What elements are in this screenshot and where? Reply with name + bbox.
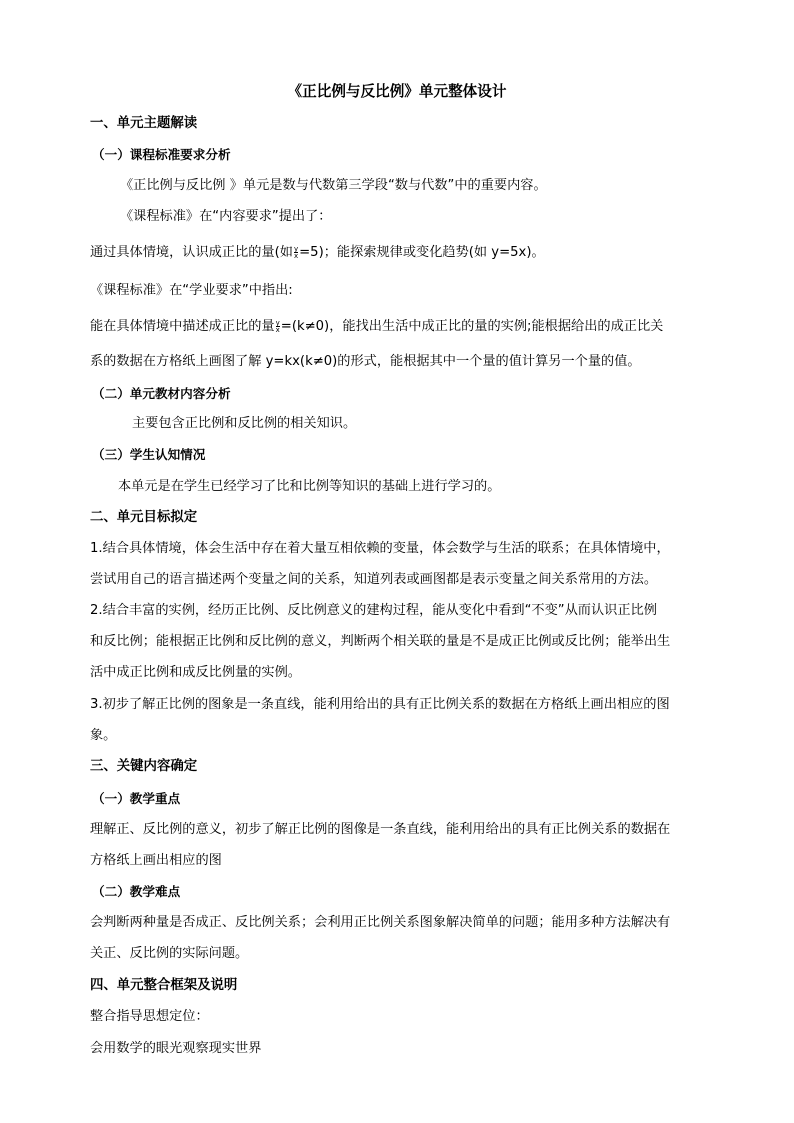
paragraph: 《课程标准》在“学业要求”中指出: <box>90 283 293 298</box>
paragraph: 整合指导思想定位： <box>90 1009 209 1024</box>
text-segment: 能在具体情境中描述成正比的量 <box>90 319 275 334</box>
paragraph: 《课程标准》在“内容要求”提出了： <box>120 209 332 224</box>
paragraph: 系的数据在方格纸上画图了解 y=kx(k≠0)的形式，能根据其中一个量的值计算另一个量的值。 <box>90 354 641 369</box>
paragraph-with-fraction <box>90 244 545 262</box>
text-segment: =(k≠0)，能找出生活中成正比的量的实例;能根据给出的成正比关 <box>280 319 664 334</box>
fraction-denominator: x <box>275 325 280 334</box>
paragraph: 尝试用自己的语言描述两个变量之间的关系，知道列表或画图都是表示变量之间关系常用的方法。 <box>90 572 658 587</box>
paragraph: 主要包含正比例和反比例的相关知识。 <box>132 416 357 431</box>
section-heading-1: 一、单元主题解读 <box>90 116 198 131</box>
text-segment: 通过具体情境，认识成正比的量(如 <box>90 245 293 260</box>
section-heading-2: 二、单元目标拟定 <box>90 510 198 525</box>
paragraph: 和反比例；能根据正比例和反比例的意义，判断两个相关联的量是不是成正比例或反比例；能举出生 <box>90 634 671 649</box>
fraction-denominator: x <box>293 251 299 260</box>
paragraph: 本单元是在学生已经学习了比和比例等知识的基础上进行学习的。 <box>118 479 501 494</box>
paragraph: 3.初步了解正比例的图象是一条直线，能利用给出的具有正比例关系的数据在方格纸上画出相应的图 <box>90 697 670 712</box>
paragraph: 1.结合具体情境，体会生活中存在着大量互相依赖的变量，体会数学与生活的联系；在具体情境中， <box>90 541 670 556</box>
paragraph: 理解正、反比例的意义，初步了解正比例的图像是一条直线，能利用给出的具有正比例关系的数据在 <box>90 822 671 837</box>
section-heading-4: 四、单元整合框架及说明 <box>90 978 238 993</box>
subsection-heading-1-3: （三）学生认知情况 <box>92 447 206 462</box>
paragraph: 《正比例与反比例 》单元是数与代数第三学段“数与代数”中的重要内容。 <box>120 178 547 193</box>
paragraph: 象。 <box>90 728 117 743</box>
paragraph: 会用数学的眼光观察现实世界 <box>90 1041 262 1056</box>
text-segment: =5)；能探索规律或变化趋势(如 y=5x)。 <box>299 245 545 260</box>
paragraph: 方格纸上画出相应的图 <box>90 853 222 868</box>
subsection-heading-3-2: （二）教学难点 <box>92 884 181 899</box>
paragraph-with-fraction <box>90 318 663 336</box>
subsection-heading-1-2: （二）单元教材内容分析 <box>92 386 231 401</box>
paragraph: 活中成正比例和成反比例量的实例。 <box>90 665 301 680</box>
paragraph: 会判断两种量是否成正、反比例关系；会利用正比例关系图象解决简单的问题；能用多种方法解决有 <box>90 915 671 930</box>
paragraph: 关正、反比例的实际问题。 <box>90 946 249 961</box>
subsection-heading-1-1: （一）课程标准要求分析 <box>92 147 231 162</box>
fraction-numerator: y <box>293 244 299 253</box>
subsection-heading-3-1: （一）教学重点 <box>92 791 181 806</box>
document-title: 《正比例与反比例》单元整体设计 <box>287 83 507 100</box>
fraction-numerator: y <box>275 318 280 327</box>
paragraph: 2.结合丰富的实例，经历正比例、反比例意义的建构过程，能从变化中看到“不变”从而认识正比例 <box>90 603 657 618</box>
fraction <box>294 246 298 259</box>
section-heading-3: 三、关键内容确定 <box>90 759 198 774</box>
fraction <box>276 320 280 333</box>
